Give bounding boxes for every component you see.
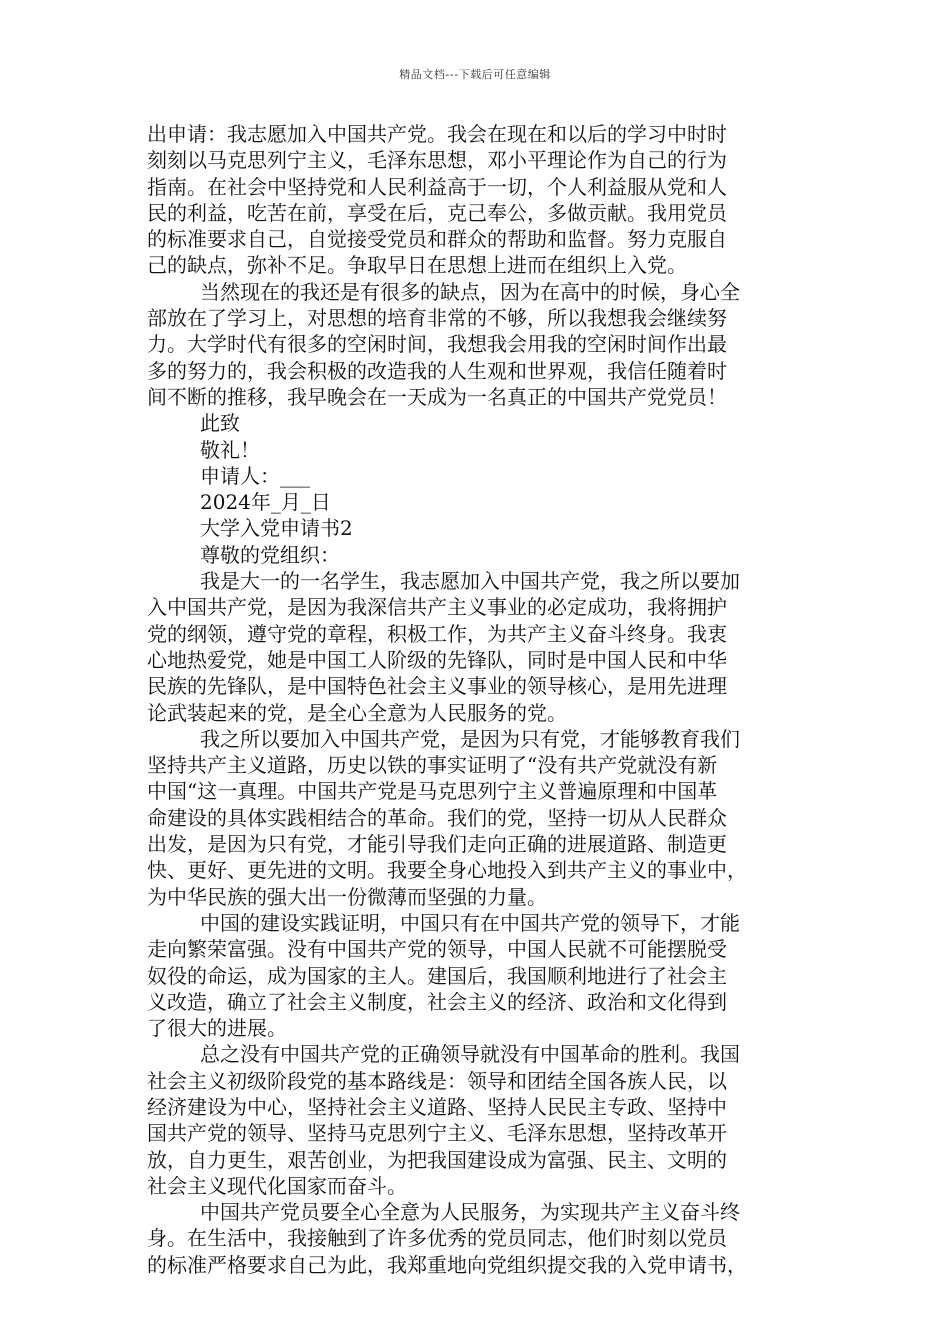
text-line: 身。在生活中，我接触到了许多优秀的党员同志，他们时刻以党员 <box>147 1226 727 1251</box>
text-line: 敬礼！ <box>200 437 260 462</box>
text-line: 的标准严格要求自己为此，我郑重地向党组织提交我的入党申请书， <box>147 1252 747 1277</box>
text-line: 申请人：___ <box>200 463 310 488</box>
text-line: 尊敬的党组织： <box>200 542 340 567</box>
text-line: 大学入党申请书2 <box>200 516 353 541</box>
text-line: 了很大的进展。 <box>147 1016 287 1041</box>
text-line: 总之没有中国共产党的正确领导就没有中国革命的胜利。我国 <box>200 1042 740 1067</box>
text-line: 间不断的推移，我早晚会在一天成为一名真正的中国共产党党员！ <box>147 384 727 409</box>
text-line: 部放在了学习上，对思想的培育非常的不够，所以我想我会继续努 <box>147 306 727 331</box>
text-line: 中国共产党员要全心全意为人民服务，为实现共产主义奋斗终 <box>200 1200 740 1225</box>
text-line: 民族的先锋队，是中国特色社会主义事业的领导核心，是用先进理 <box>147 674 727 699</box>
text-line: 心地热爱党，她是中国工人阶级的先锋队，同时是中国人民和中华 <box>147 647 727 672</box>
text-line: 力。大学时代有很多的空闲时间，我想我会用我的空闲时间作出最 <box>147 332 727 357</box>
text-line: 社会主义现代化国家而奋斗。 <box>147 1173 407 1198</box>
text-line: 民的利益，吃苦在前，享受在后，克己奉公，多做贡献。我用党员 <box>147 200 727 225</box>
text-line: 我之所以要加入中国共产党，是因为只有党，才能够教育我们 <box>200 726 740 751</box>
document-body <box>147 121 823 1278</box>
text-line: 经济建设为中心，坚持社会主义道路、坚持人民民主专政、坚持中 <box>147 1094 727 1119</box>
text-line: 中国“这一真理。中国共产党是马克思列宁主义普遍原理和中国革 <box>147 779 718 804</box>
text-line: 多的努力的，我会积极的改造我的人生观和世界观，我信任随着时 <box>147 358 727 383</box>
text-line: 此致 <box>200 411 240 436</box>
page-header: 精品文档---下载后可任意编辑 <box>399 68 551 81</box>
text-line: 当然现在的我还是有很多的缺点，因为在高中的时候，身心全 <box>200 279 740 304</box>
text-line: 我是大一的一名学生，我志愿加入中国共产党，我之所以要加 <box>200 569 740 594</box>
text-line: 奴役的命运，成为国家的主人。建国后，我国顺利地进行了社会主 <box>147 963 727 988</box>
text-line: 中国的建设实践证明，中国只有在中国共产党的领导下，才能 <box>200 910 740 935</box>
text-line: 党的纲领，遵守党的章程，积极工作，为共产主义奋斗终身。我衷 <box>147 621 727 646</box>
text-line: 刻刻以马克思列宁主义，毛泽东思想，邓小平理论作为自己的行为 <box>147 148 727 173</box>
text-line: 2024年_月_日 <box>200 490 331 515</box>
text-line: 出申请：我志愿加入中国共产党。我会在现在和以后的学习中时时 <box>147 122 727 146</box>
text-line: 社会主义初级阶段党的基本路线是：领导和团结全国各族人民，以 <box>147 1068 727 1093</box>
text-line: 己的缺点，弥补不足。争取早日在思想上进而在组织上入党。 <box>147 253 687 278</box>
text-line: 指南。在社会中坚持党和人民利益高于一切，个人利益服从党和人 <box>147 174 727 199</box>
text-line: 走向繁荣富强。没有中国共产党的领导，中国人民就不可能摆脱受 <box>147 937 727 962</box>
text-line: 坚持共产主义道路，历史以铁的事实证明了“没有共产党就没有新 <box>147 753 718 778</box>
text-line: 入中国共产党，是因为我深信共产主义事业的必定成功，我将拥护 <box>147 595 727 620</box>
text-line: 的标准要求自己，自觉接受党员和群众的帮助和监督。努力克服自 <box>147 227 727 252</box>
text-line: 快、更好、更先进的文明。我要全身心地投入到共产主义的事业中， <box>147 858 747 883</box>
text-line: 为中华民族的强大出一份微薄而坚强的力量。 <box>147 884 547 909</box>
text-line: 放，自力更生，艰苦创业，为把我国建设成为富强、民主、文明的 <box>147 1147 727 1172</box>
text-line: 命建设的具体实践相结合的革命。我们的党，坚持一切从人民群众 <box>147 805 727 830</box>
text-line: 论武装起来的党，是全心全意为人民服务的党。 <box>147 700 567 725</box>
text-line: 义改造，确立了社会主义制度，社会主义的经济、政治和文化得到 <box>147 989 727 1014</box>
text-line: 国共产党的领导、坚持马克思列宁主义、毛泽东思想，坚持改革开 <box>147 1121 727 1146</box>
text-line: 出发，是因为只有党，才能引导我们走向正确的进展道路、制造更 <box>147 832 727 857</box>
